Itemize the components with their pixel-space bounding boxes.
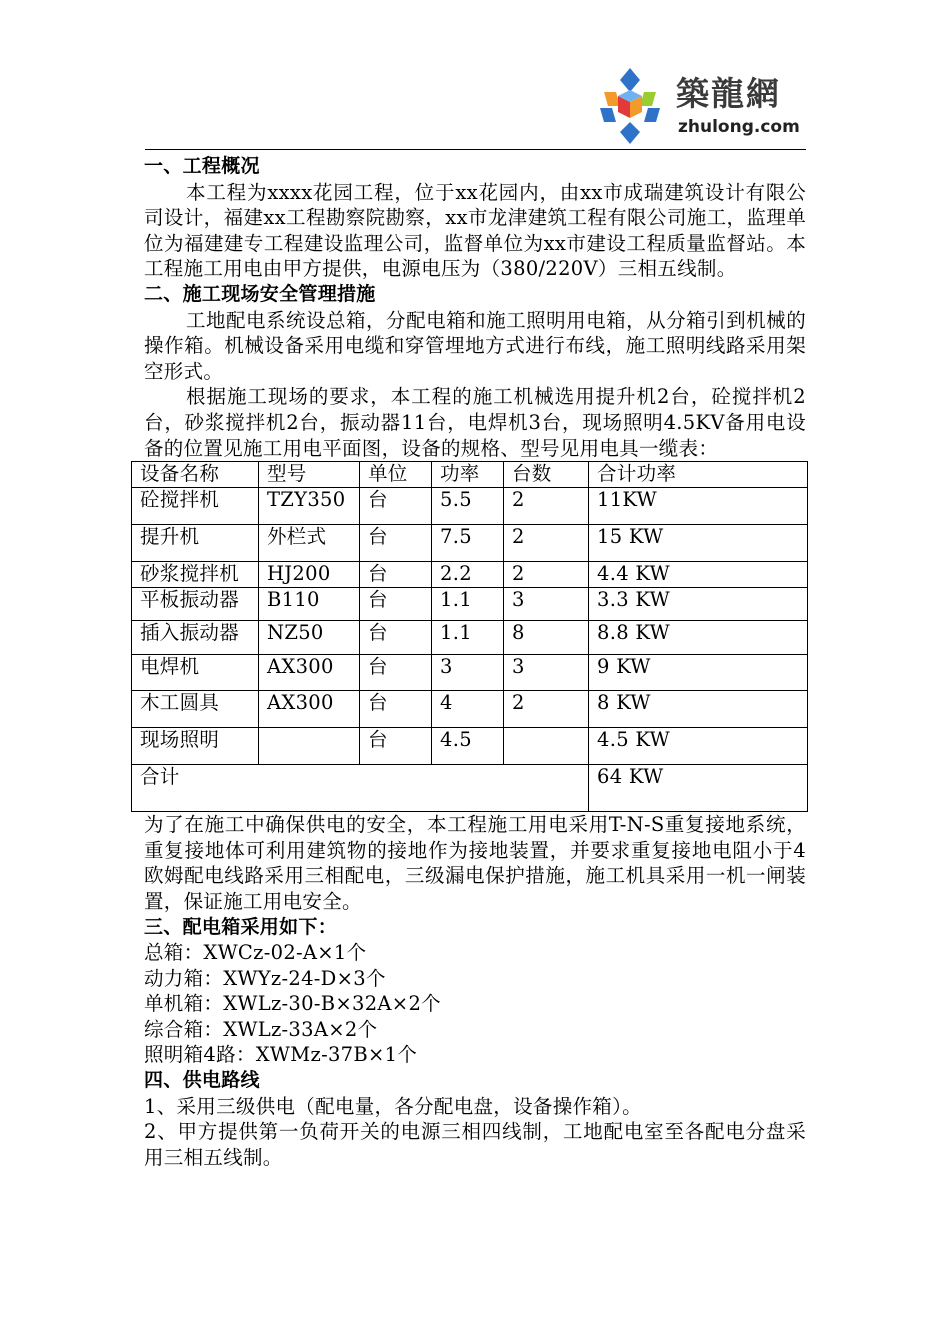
section-1-heading: 一、工程概况 bbox=[144, 155, 260, 177]
list-item: 2、甲方提供第一负荷开关的电源三相四线制，工地配电室至各配电分盘采用三相五线制。 bbox=[144, 1120, 806, 1169]
table-cell: AX300 bbox=[259, 655, 360, 691]
table-header-cell: 合计功率 bbox=[589, 462, 808, 488]
zhulong-logo bbox=[594, 66, 809, 146]
logo-name-cn: 築龍網 bbox=[676, 74, 781, 113]
table-cell: 15 KW bbox=[589, 525, 808, 562]
table-cell: B110 bbox=[259, 588, 360, 621]
section-2-paragraph-2: 根据施工现场的要求，本工程的施工机械选用提升机2台，砼搅拌机2台，砂浆搅拌机2台，振动器11台，电焊机3台，现场照明4.5KV备用电设备的位置见施工用电平面图，设备的规格、型号见用电具一缆表： bbox=[144, 385, 806, 460]
table-cell: 7.5 bbox=[432, 525, 504, 562]
list-item: 照明箱4路：XWMz-37B×1个 bbox=[144, 1043, 418, 1067]
table-cell: 台 bbox=[360, 525, 432, 562]
table-cell: 4.4 KW bbox=[589, 562, 808, 588]
table-cell: 台 bbox=[360, 488, 432, 525]
table-cell: 台 bbox=[360, 621, 432, 655]
section-3-heading: 三、配电箱采用如下： bbox=[144, 915, 338, 938]
table-cell: 2 bbox=[504, 525, 589, 562]
table-cell: 砂浆搅拌机 bbox=[132, 562, 259, 588]
list-item: 总箱：XWCz-02-A×1个 bbox=[144, 941, 367, 965]
table-cell: 提升机 bbox=[132, 525, 259, 562]
table-row bbox=[132, 562, 808, 588]
table-row bbox=[132, 621, 808, 655]
list-item: 综合箱：XWLz-33A×2个 bbox=[144, 1017, 378, 1041]
table-cell: 8 bbox=[504, 621, 589, 655]
table-header-cell: 型号 bbox=[259, 462, 360, 488]
list-item: 单机箱：XWLz-30-B×32A×2个 bbox=[144, 992, 441, 1016]
section-1-paragraph: 本工程为xxxx花园工程，位于xx花园内，由xx市成瑞建筑设计有限公司设计，福建xx工程勘察院勘察，xx市龙津建筑工程有限公司施工，监理单位为福建建专工程建设监理公司，监督单位为xx市建设工程质量监督站。本工程施工用电由甲方提供，电源电压为（380/220V）三相五线制。 bbox=[144, 180, 806, 281]
table-cell: 3 bbox=[432, 655, 504, 691]
section-2-heading: 二、施工现场安全管理措施 bbox=[144, 282, 376, 305]
table-cell: 木工圆具 bbox=[132, 691, 259, 728]
table-header-cell: 台数 bbox=[504, 462, 589, 488]
table-cell: NZ50 bbox=[259, 621, 360, 655]
table-cell: 2.2 bbox=[432, 562, 504, 588]
table-cell: 2 bbox=[504, 691, 589, 728]
table-cell bbox=[259, 728, 360, 765]
table-cell: 5.5 bbox=[432, 488, 504, 525]
header-divider bbox=[145, 149, 806, 150]
table-cell: 插入振动器 bbox=[132, 621, 259, 655]
table-cell: 现场照明 bbox=[132, 728, 259, 765]
table-row bbox=[132, 728, 808, 765]
table-header-cell: 设备名称 bbox=[132, 462, 259, 488]
table-cell: 1.1 bbox=[432, 621, 504, 655]
table-cell: 4.5 bbox=[432, 728, 504, 765]
table-total-row bbox=[132, 765, 808, 812]
table-row bbox=[132, 588, 808, 621]
zhulong-cube-icon bbox=[594, 66, 674, 146]
table-cell: TZY350 bbox=[259, 488, 360, 525]
table-cell: 9 KW bbox=[589, 655, 808, 691]
table-total-value: 64 KW bbox=[589, 765, 808, 812]
section-2-paragraph-1: 工地配电系统设总箱，分配电箱和施工照明用电箱，从分箱引到机械的操作箱。机械设备采用电缆和穿管埋地方式进行布线，施工照明线路采用架空形式。 bbox=[144, 308, 806, 383]
table-cell: 3.3 KW bbox=[589, 588, 808, 621]
table-cell: 砼搅拌机 bbox=[132, 488, 259, 525]
list-item: 1、采用三级供电（配电量，各分配电盘，设备操作箱）。 bbox=[144, 1094, 642, 1118]
table-cell: 8.8 KW bbox=[589, 621, 808, 655]
table-cell: HJ200 bbox=[259, 562, 360, 588]
table-cell: 4 bbox=[432, 691, 504, 728]
table-cell: 台 bbox=[360, 691, 432, 728]
table-cell: 电焊机 bbox=[132, 655, 259, 691]
table-cell: 8 KW bbox=[589, 691, 808, 728]
logo-domain: zhulong.com bbox=[678, 117, 800, 137]
table-cell: 4.5 KW bbox=[589, 728, 808, 765]
table-header-cell: 单位 bbox=[360, 462, 432, 488]
table-cell: 外栏式 bbox=[259, 525, 360, 562]
table-cell: 1.1 bbox=[432, 588, 504, 621]
equipment-table bbox=[131, 461, 808, 812]
table-row bbox=[132, 691, 808, 728]
table-cell: 11KW bbox=[589, 488, 808, 525]
section-2-paragraph-3: 为了在施工中确保供电的安全，本工程施工用电采用T-N-S重复接地系统，重复接地体可利用建筑物的接地作为接地装置，并要求重复接地电阻小于4欧姆配电线路采用三相配电，三级漏电保护措施，施工机具采用一机一闸装置，保证施工用电安全。 bbox=[144, 813, 806, 913]
table-cell: 台 bbox=[360, 728, 432, 765]
table-cell: 3 bbox=[504, 655, 589, 691]
table-cell: 2 bbox=[504, 562, 589, 588]
table-cell bbox=[504, 728, 589, 765]
table-total-label: 合计 bbox=[132, 765, 589, 812]
table-row bbox=[132, 525, 808, 562]
table-header-cell: 功率 bbox=[432, 462, 504, 488]
table-header-row bbox=[132, 462, 808, 488]
section-4-heading: 四、供电路线 bbox=[144, 1069, 260, 1092]
list-item: 动力箱：XWYz-24-D×3个 bbox=[144, 966, 386, 990]
table-row bbox=[132, 488, 808, 525]
table-cell: 台 bbox=[360, 588, 432, 621]
table-cell: 台 bbox=[360, 562, 432, 588]
table-cell: 台 bbox=[360, 655, 432, 691]
table-cell: 平板振动器 bbox=[132, 588, 259, 621]
table-cell: 2 bbox=[504, 488, 589, 525]
table-cell: 3 bbox=[504, 588, 589, 621]
table-row bbox=[132, 655, 808, 691]
document-body bbox=[140, 154, 806, 1170]
table-cell: AX300 bbox=[259, 691, 360, 728]
